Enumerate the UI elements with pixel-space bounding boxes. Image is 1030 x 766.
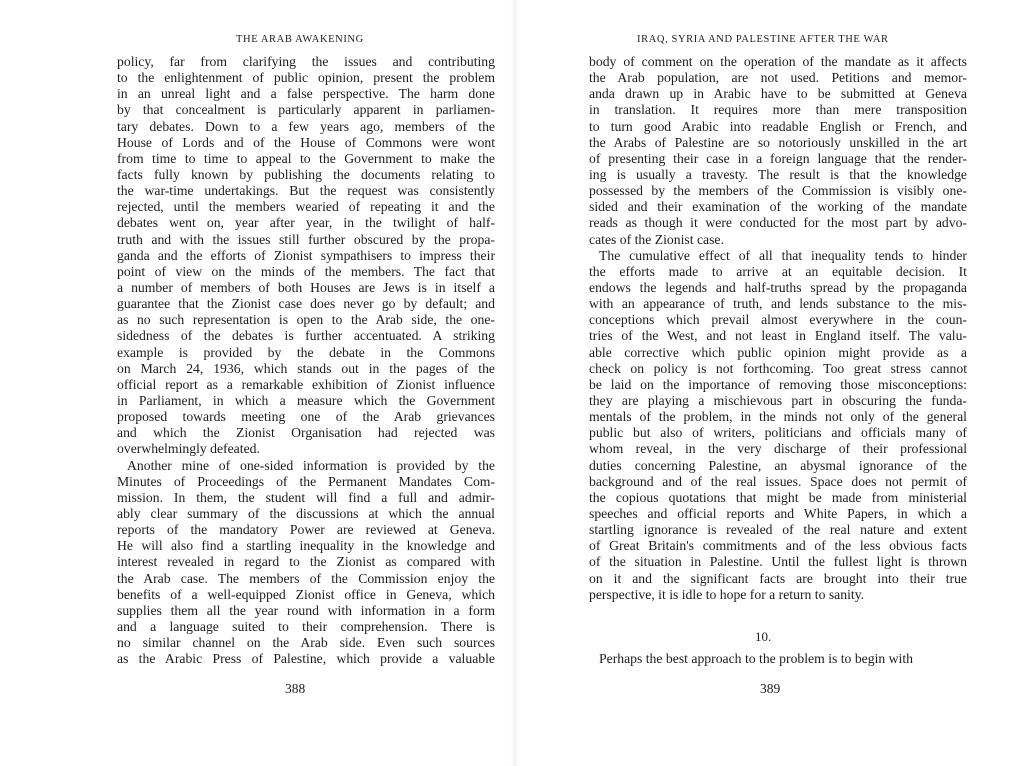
text-line: of Great Britain's commitments and of the less obvious facts — [589, 538, 967, 554]
text-line: policy, far from clarifying the issues and contributing — [117, 54, 495, 69]
paragraph-first-line: The cumulative effect of all that inequality tends to hinder — [599, 247, 967, 263]
text-line: body of comment on the operation of the mandate as it affects — [589, 54, 967, 69]
text-line: to turn good Arabic into readable English or French, and — [589, 118, 967, 134]
text-line: as the Arabic Press of Palestine, which provide a valuable — [117, 651, 495, 667]
text-line: check on policy is not forthcoming. Too great stress cannot — [589, 360, 967, 376]
text-line: benefits of a well-equipped Zionist office in Geneva, which — [117, 586, 495, 602]
text-line: mentals of the problem, in the minds not only of the general — [589, 409, 967, 425]
text-line: public but also of writers, politicians and officials many of — [589, 425, 967, 441]
text-line: startling ignorance is revealed of the real nature and extent — [589, 522, 967, 538]
text-line: the Arab population, are not used. Petitions and memor- — [589, 70, 967, 86]
text-line: He will also find a startling inequality in the knowledge and — [117, 538, 495, 554]
text-line: sided and their examination of the working of the mandate — [589, 199, 967, 215]
text-line: possessed by the members of the Commission is visibly one- — [589, 183, 967, 199]
text-line: interest revealed in regard to the Zionist as compared with — [117, 554, 495, 570]
text-line: and which the Zionist Organisation had rejected was — [117, 425, 495, 441]
text-line: anda drawn up in Arabic have to be submitted at Geneva — [589, 86, 967, 102]
page-number-right: 389 — [760, 681, 781, 696]
text-line: official report as a remarkable exhibition of Zionist influence — [117, 376, 495, 392]
right-page-body — [589, 54, 967, 667]
text-line: mission. In them, the student will find a full and admir- — [117, 489, 495, 505]
blank-line — [589, 603, 967, 619]
text-line: no similar channel on the Arab side. Even such sources — [117, 635, 495, 651]
text-line: from time to time to appeal to the Government to make the — [117, 150, 495, 166]
text-line: with an appearance of truth, and lends substance to the mis- — [589, 296, 967, 312]
text-line: speeches and official reports and White Papers, in which a — [589, 505, 967, 521]
text-line: ably clear summary of the discussions at which the annual — [117, 505, 495, 521]
text-line: the Arab case. The members of the Commission enjoy the — [117, 570, 495, 586]
text-line: House of Lords and of the House of Commons were wont — [117, 134, 495, 150]
text-line: debates went on, year after year, in the twilight of half- — [117, 215, 495, 231]
text-line: Minutes of Proceedings of the Permanent Mandates Com- — [117, 473, 495, 489]
text-line: the efforts made to arrive at an equitable decision. It — [589, 263, 967, 279]
text-line: be laid on the importance of removing those misconceptions: — [589, 376, 967, 392]
text-line: ganda and the efforts of Zionist sympathisers to impress their — [117, 247, 495, 263]
text-line: cates of the Zionist case. — [589, 231, 724, 247]
text-line: they are playing a mischievous part in obscuring the funda- — [589, 392, 967, 408]
text-line: example is provided by the debate in the Commons — [117, 344, 495, 360]
text-line: endows the legends and half-truths spread by the propaganda — [589, 279, 967, 295]
text-line: sidedness of the debates is further accentuated. A striking — [117, 328, 495, 344]
text-line: in Parliament, in which a measure which the Government — [117, 392, 495, 408]
text-line: reads as though it were conducted for the most part by advo- — [589, 215, 967, 231]
text-line: point of view on the minds of the members. The fact that — [117, 263, 495, 279]
right-page — [515, 0, 1030, 766]
text-line: in translation. It requires more than mere transposition — [589, 102, 967, 118]
blank-line — [589, 619, 967, 635]
text-line: and a language suited to their comprehension. There is — [117, 618, 495, 634]
running-head-right: IRAQ, SYRIA AND PALESTINE AFTER THE WAR — [637, 34, 889, 45]
text-line: tries of the West, and not least in England itself. The valu- — [589, 328, 967, 344]
text-line: in an unreal light and a false perspective. The harm done — [117, 86, 495, 102]
text-line: truth and with the issues still further obscured by the propa- — [117, 231, 495, 247]
text-line: of presenting their case in a foreign language that the render- — [589, 150, 967, 166]
text-line: to the enlightenment of public opinion, present the problem — [117, 70, 495, 86]
text-line: on March 24, 1936, which stands out in the pages of the — [117, 360, 495, 376]
text-line: background and of the real issues. Space does not permit of — [589, 473, 967, 489]
page-number-left: 388 — [285, 681, 306, 696]
text-line: duties concerning Palestine, an abysmal ignorance of the — [589, 457, 967, 473]
text-line: the Arabs of Palestine are so notoriously unskilled in the art — [589, 134, 967, 150]
text-line: proposed towards meeting one of the Arab grievances — [117, 409, 495, 425]
running-head-left: THE ARAB AWAKENING — [236, 34, 364, 45]
section-number: 10. — [755, 629, 772, 644]
text-line: by that concealment is particularly apparent in parliamen- — [117, 102, 495, 118]
text-line: reports of the mandatory Power are reviewed at Geneva. — [117, 522, 495, 538]
text-line: overwhelmingly defeated. — [117, 441, 260, 457]
text-line: rejected, until the members wearied of repeating it and the — [117, 199, 495, 215]
text-line: whom reveal, in the very discharge of their professional — [589, 441, 967, 457]
text-line: facts fully known by publishing the documents relating to — [117, 166, 495, 182]
text-line: perspective, it is idle to hope for a return to sanity. — [589, 586, 865, 602]
blank-line — [589, 635, 967, 651]
text-line: the copious quotations that might be made from ministerial — [589, 489, 967, 505]
text-line: able corrective which public opinion might provide as a — [589, 344, 967, 360]
text-line: of the situation in Palestine. Until the fullest light is thrown — [589, 554, 967, 570]
paragraph-first-line: Perhaps the best approach to the problem is to begin with — [599, 651, 913, 667]
text-line: tary debates. Down to a few years ago, members of the — [117, 118, 495, 134]
text-line: as no such representation is open to the Arab side, the one- — [117, 312, 495, 328]
paragraph-first-line: Another mine of one-sided information is provided by the — [127, 457, 495, 473]
text-line: the war-time undertakings. But the request was consistently — [117, 183, 495, 199]
left-page-body — [117, 54, 495, 667]
text-line: ing is usually a travesty. The result is that the knowledge — [589, 166, 967, 182]
text-line: on it and the significant facts are brought into their true — [589, 570, 967, 586]
text-line: supplies them all the year round with information in a form — [117, 602, 495, 618]
text-line: a number of members of both Houses are Jews is in itself a — [117, 279, 495, 295]
text-line: guarantee that the Zionist case does never go by default; and — [117, 296, 495, 312]
text-line: conceptions which prevail almost everywhere in the coun- — [589, 312, 967, 328]
